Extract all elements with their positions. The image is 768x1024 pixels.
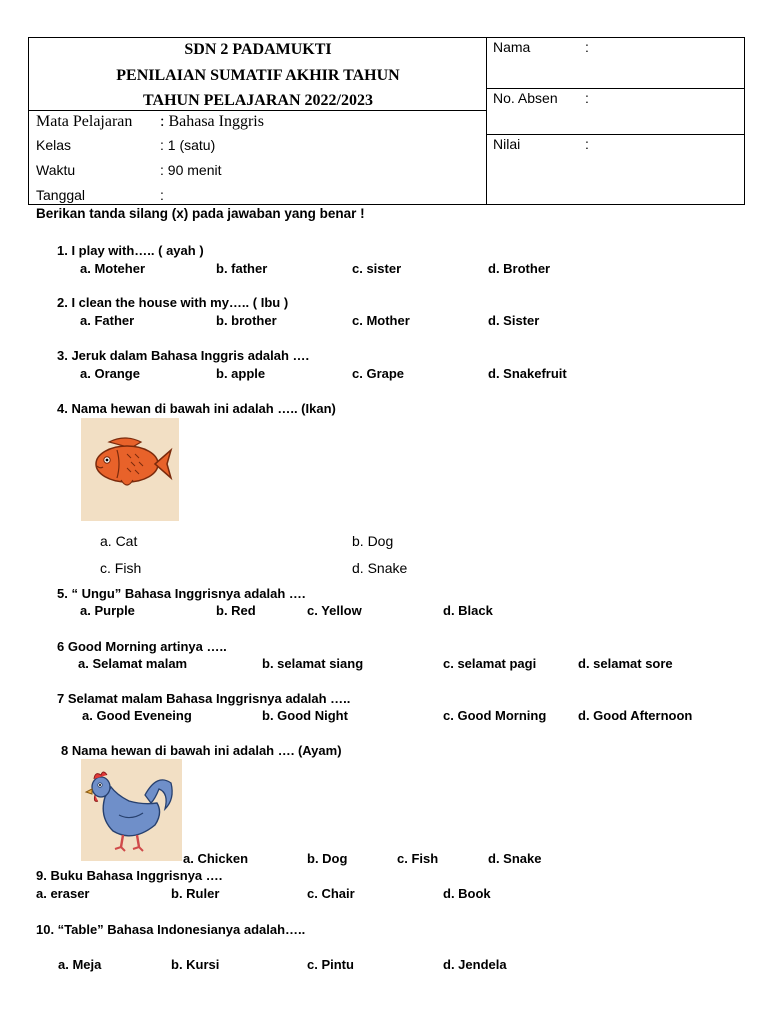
name-label: Nama xyxy=(493,39,531,55)
q10-option-c[interactable]: c. Pintu xyxy=(307,957,354,972)
q2-option-c[interactable]: c. Mother xyxy=(352,313,410,328)
question-3: 3. Jeruk dalam Bahasa Inggris adalah …. xyxy=(57,348,310,363)
fish-icon xyxy=(81,418,179,521)
question-6: 6 Good Morning artinya ….. xyxy=(57,639,227,654)
q8-option-c[interactable]: c. Fish xyxy=(397,851,439,866)
q10-option-d[interactable]: d. Jendela xyxy=(443,957,507,972)
question-5: 5. “ Ungu” Bahasa Inggrisnya adalah …. xyxy=(57,586,306,601)
question-7: 7 Selamat malam Bahasa Inggrisnya adalah ….. xyxy=(57,691,351,706)
school-year: TAHUN PELAJARAN 2022/2023 xyxy=(143,92,373,109)
header-info xyxy=(29,38,487,204)
time-value: : 90 menit xyxy=(160,162,222,178)
q8-option-b[interactable]: b. Dog xyxy=(307,851,348,866)
q1-option-c[interactable]: c. sister xyxy=(352,261,402,276)
header-title xyxy=(29,38,487,111)
q5-option-c[interactable]: c. Yellow xyxy=(307,603,362,618)
instruction: Berikan tanda silang (x) pada jawaban yang benar ! xyxy=(36,206,365,221)
q7-option-b[interactable]: b. Good Night xyxy=(262,708,348,723)
question-1: 1. I play with….. ( ayah ) xyxy=(57,243,204,258)
q9-option-a[interactable]: a. eraser xyxy=(36,886,90,901)
q8-option-a[interactable]: a. Chicken xyxy=(183,851,249,866)
absen-cell[interactable] xyxy=(487,89,744,135)
q2-option-d[interactable]: d. Sister xyxy=(488,313,540,328)
score-label: Nilai xyxy=(493,136,521,152)
q3-option-a[interactable]: a. Orange xyxy=(80,366,140,381)
q10-option-a[interactable]: a. Meja xyxy=(58,957,102,972)
q4-option-c[interactable]: c. Fish xyxy=(100,560,142,576)
q2-option-b[interactable]: b. brother xyxy=(216,313,277,328)
question-9: 9. Buku Bahasa Inggrisnya …. xyxy=(36,868,223,883)
q10-option-b[interactable]: b. Kursi xyxy=(171,957,220,972)
class-value: : 1 (satu) xyxy=(160,137,216,153)
q8-option-d[interactable]: d. Snake xyxy=(488,851,542,866)
absen-colon: : xyxy=(585,90,589,106)
question-10: 10. “Table” Bahasa Indonesianya adalah….. xyxy=(36,922,306,937)
q4-option-b[interactable]: b. Dog xyxy=(352,533,394,549)
q7-option-c[interactable]: c. Good Morning xyxy=(443,708,547,723)
exam-name: PENILAIAN SUMATIF AKHIR TAHUN xyxy=(116,67,400,84)
q6-option-c[interactable]: c. selamat pagi xyxy=(443,656,537,671)
q6-option-d[interactable]: d. selamat sore xyxy=(578,656,673,671)
q3-option-d[interactable]: d. Snakefruit xyxy=(488,366,567,381)
q4-option-a[interactable]: a. Cat xyxy=(100,533,138,549)
q9-option-d[interactable]: d. Book xyxy=(443,886,491,901)
name-cell[interactable] xyxy=(487,38,744,89)
q6-option-b[interactable]: b. selamat siang xyxy=(262,656,364,671)
date-label: Tanggal xyxy=(36,187,86,203)
q7-option-a[interactable]: a. Good Eveneing xyxy=(82,708,192,723)
header-table xyxy=(28,37,745,205)
question-4: 4. Nama hewan di bawah ini adalah ….. (Ikan) xyxy=(57,401,336,416)
absen-label: No. Absen xyxy=(493,90,558,106)
q3-option-c[interactable]: c. Grape xyxy=(352,366,405,381)
q3-option-b[interactable]: b. apple xyxy=(216,366,266,381)
name-colon: : xyxy=(585,39,589,55)
score-cell[interactable] xyxy=(487,135,744,204)
school-name: SDN 2 PADAMUKTI xyxy=(184,41,332,58)
fish-picture xyxy=(81,418,179,521)
q5-option-b[interactable]: b. Red xyxy=(216,603,256,618)
chicken-icon xyxy=(81,759,182,861)
q9-option-c[interactable]: c. Chair xyxy=(307,886,355,901)
subject-label: Mata Pelajaran xyxy=(36,113,133,130)
time-label: Waktu xyxy=(36,162,76,178)
q9-option-b[interactable]: b. Ruler xyxy=(171,886,220,901)
q5-option-d[interactable]: d. Black xyxy=(443,603,493,618)
question-2: 2. I clean the house with my….. ( Ibu ) xyxy=(57,295,289,310)
subject-value: : Bahasa Inggris xyxy=(160,113,264,130)
q4-option-d[interactable]: d. Snake xyxy=(352,560,408,576)
question-8: 8 Nama hewan di bawah ini adalah …. (Ayam) xyxy=(61,743,342,758)
q2-option-a[interactable]: a. Father xyxy=(80,313,135,328)
q1-option-b[interactable]: b. father xyxy=(216,261,268,276)
date-value: : xyxy=(160,187,164,203)
q7-option-d[interactable]: d. Good Afternoon xyxy=(578,708,693,723)
class-label: Kelas xyxy=(36,137,72,153)
q1-option-a[interactable]: a. Moteher xyxy=(80,261,146,276)
chicken-picture xyxy=(81,759,182,861)
score-colon: : xyxy=(585,136,589,152)
q1-option-d[interactable]: d. Brother xyxy=(488,261,551,276)
q5-option-a[interactable]: a. Purple xyxy=(80,603,135,618)
q6-option-a[interactable]: a. Selamat malam xyxy=(78,656,188,671)
